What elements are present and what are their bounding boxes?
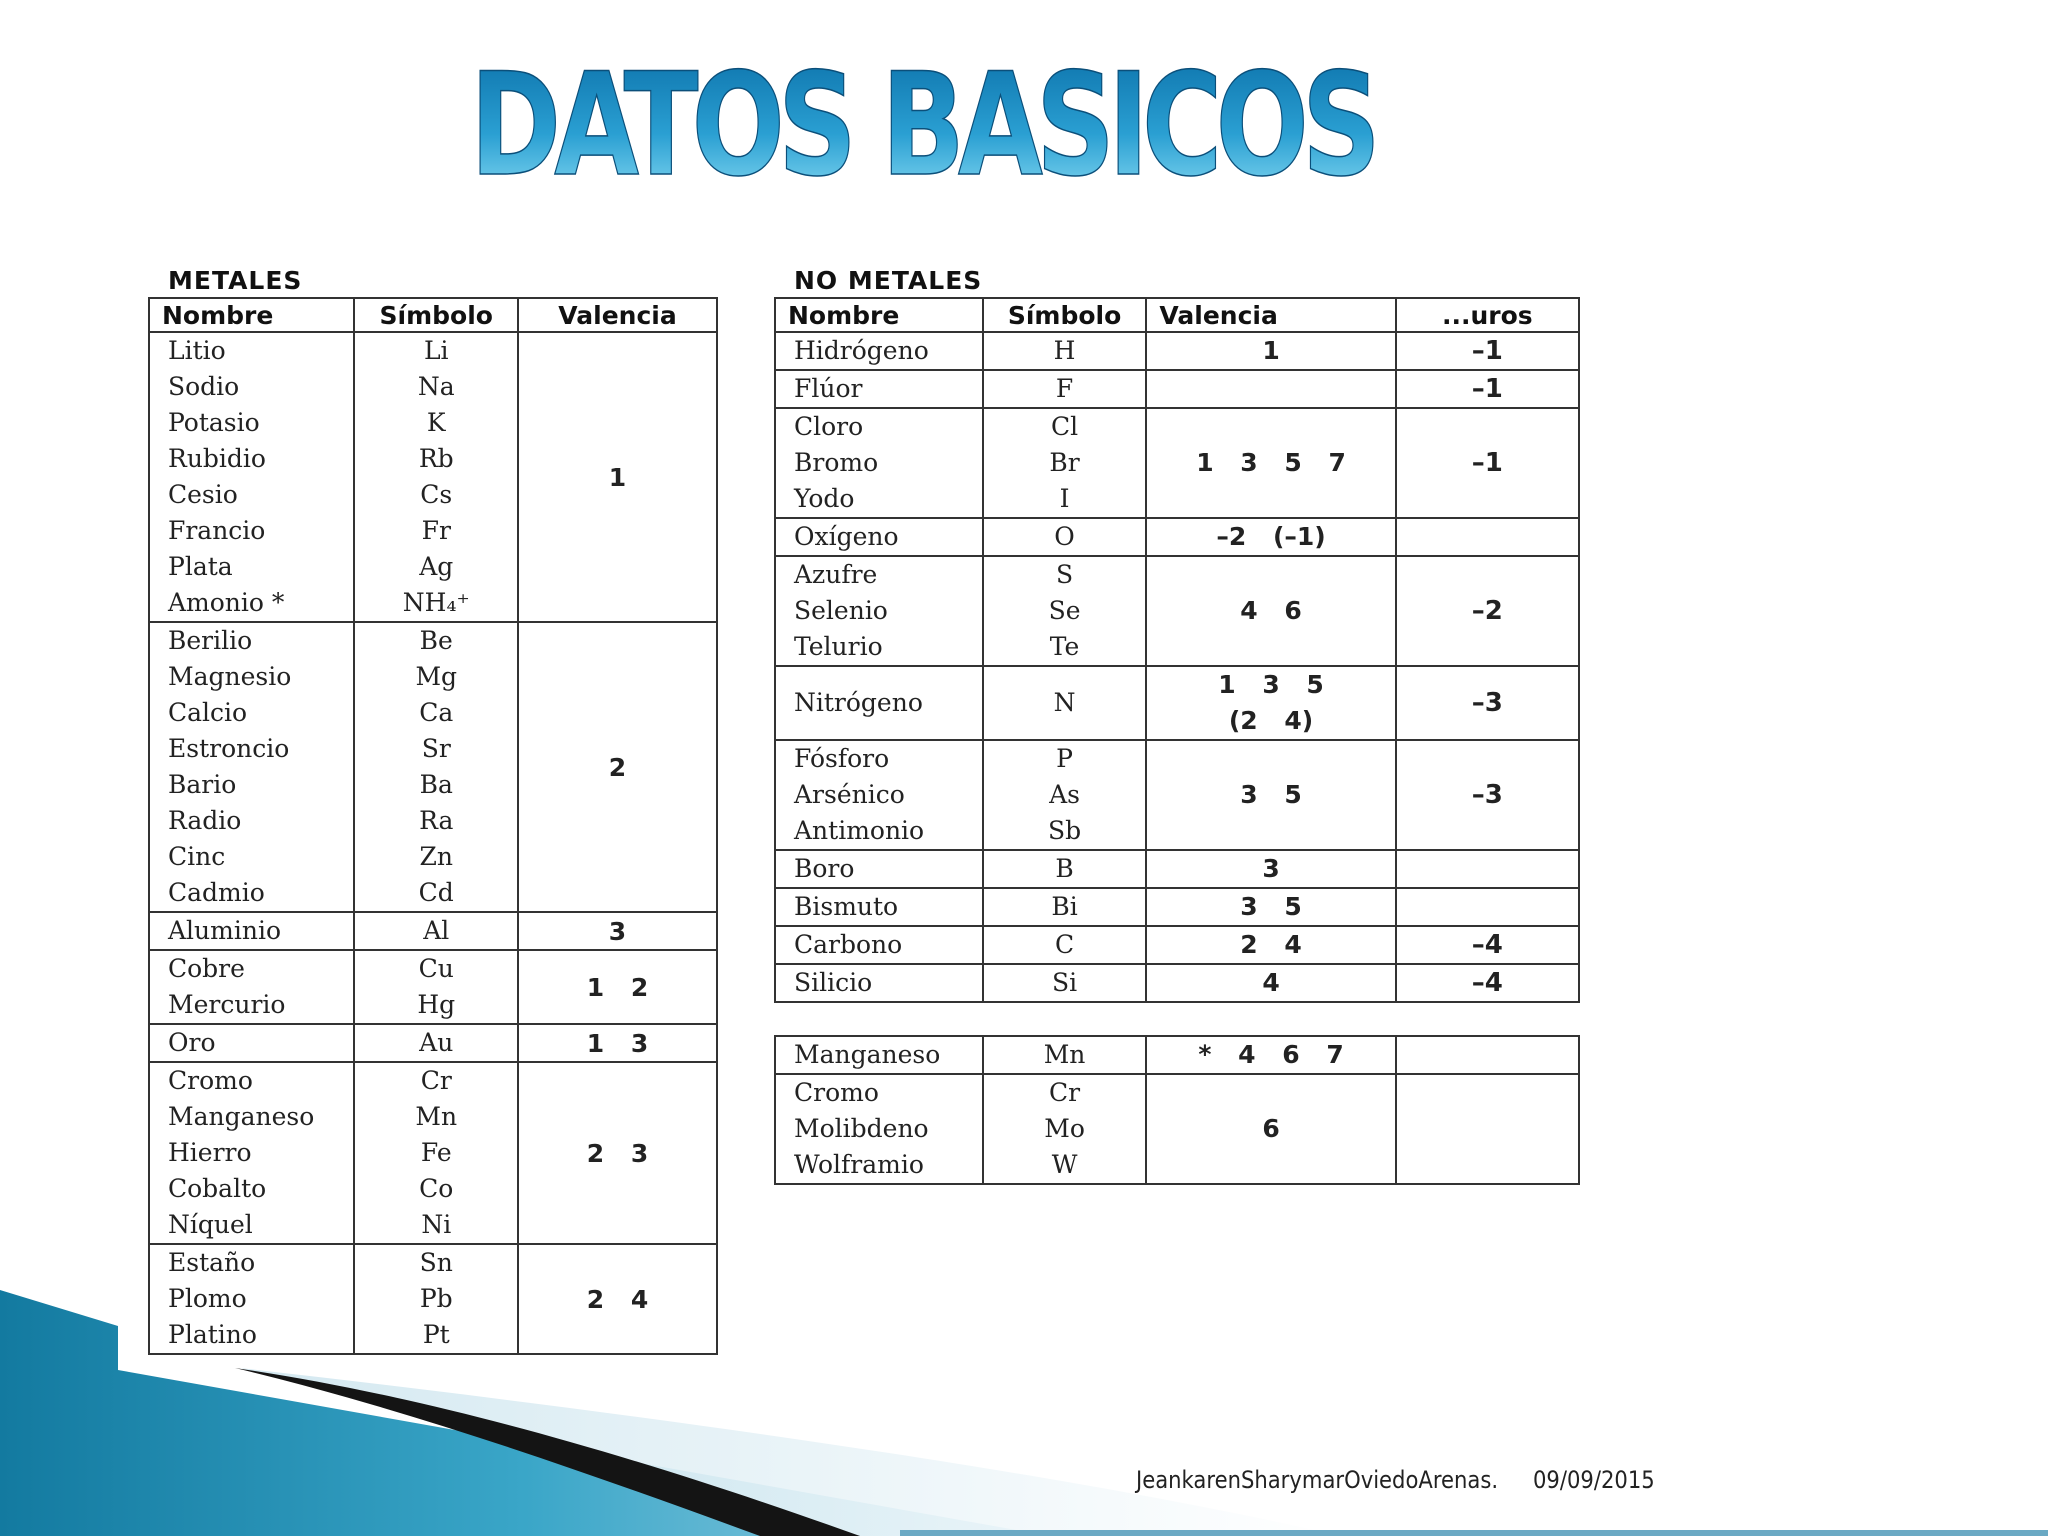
- element-name-line: Flúor: [794, 374, 863, 403]
- valencia-value: [1146, 518, 1395, 556]
- no-metal-group-row: [775, 1036, 1579, 1074]
- footer-author: JeankarenSharymarOviedoArenas.: [1136, 1466, 1499, 1494]
- element-name-line: Níquel: [168, 1210, 253, 1239]
- no-metal-group-row: [775, 850, 1579, 888]
- element-symbol-line: Mo: [1044, 1114, 1085, 1143]
- element-symbol-line: B: [1055, 854, 1074, 883]
- element-name-line: Cinc: [168, 842, 226, 871]
- valencia-value: 1 2: [518, 950, 717, 1024]
- element-name-line: Cloro: [794, 412, 864, 441]
- element-symbol-line: Mn: [415, 1102, 458, 1131]
- valencia-value-line: 1 3 5 7: [1196, 448, 1346, 477]
- no-metal-group-row: [775, 740, 1579, 850]
- element-symbol: [983, 556, 1147, 666]
- metal-group-row: [149, 332, 717, 622]
- uros-value: [1396, 888, 1579, 926]
- valencia-value: [1146, 332, 1395, 370]
- metales-table: [148, 297, 718, 1355]
- uros-value: –4: [1396, 964, 1579, 1002]
- element-symbol-line: O: [1054, 522, 1075, 551]
- element-symbol-line: Li: [423, 336, 449, 365]
- element-name: [775, 1074, 983, 1184]
- valencia-value: [1146, 926, 1395, 964]
- uros-value: –4: [1396, 926, 1579, 964]
- valencia-value-line: 6: [1262, 1114, 1280, 1143]
- element-symbol-line: Sr: [421, 734, 451, 763]
- element-name-line: Bario: [168, 770, 237, 799]
- valencia-value: 3: [518, 912, 717, 950]
- valencia-value: [1146, 408, 1395, 518]
- element-symbol-line: Al: [423, 916, 450, 945]
- valencia-value: [1146, 964, 1395, 1002]
- element-name: [149, 950, 354, 1024]
- header-valencia: Valencia: [1146, 298, 1395, 332]
- element-name-line: Manganeso: [168, 1102, 315, 1131]
- element-name-line: Aluminio: [168, 916, 282, 945]
- valencia-value-line: –2 (–1): [1216, 522, 1326, 551]
- element-name-line: Potasio: [168, 408, 260, 437]
- element-symbol: [983, 888, 1147, 926]
- element-name: [149, 332, 354, 622]
- element-name-line: Telurio: [794, 632, 883, 661]
- no-metal-group-row: [775, 518, 1579, 556]
- element-symbol: [983, 518, 1147, 556]
- element-symbol-line: Ni: [421, 1210, 452, 1239]
- element-name: [775, 1036, 983, 1074]
- element-symbol-line: Fe: [420, 1138, 452, 1167]
- element-symbol-line: Si: [1051, 968, 1078, 997]
- element-name: [149, 1024, 354, 1062]
- element-symbol-line: S: [1055, 560, 1074, 589]
- element-name: [775, 666, 983, 740]
- element-symbol-line: Co: [419, 1174, 454, 1203]
- uros-value: –1: [1396, 332, 1579, 370]
- element-name: [775, 926, 983, 964]
- uros-value: –3: [1396, 666, 1579, 740]
- element-name-line: Platino: [168, 1320, 257, 1349]
- element-symbol: [983, 850, 1147, 888]
- metal-group-row: [149, 622, 717, 912]
- element-name-line: Cobre: [168, 954, 245, 983]
- element-symbol-line: Sb: [1047, 816, 1082, 845]
- element-name-line: Arsénico: [794, 780, 905, 809]
- element-name-line: Oro: [168, 1028, 216, 1057]
- valencia-value-line: 2 4: [1240, 930, 1302, 959]
- no-metal-group-row: [775, 964, 1579, 1002]
- element-name-line: Yodo: [794, 484, 855, 513]
- uros-value: –1: [1396, 408, 1579, 518]
- valencia-value-line: 3: [1262, 854, 1280, 883]
- element-symbol-line: Cs: [420, 480, 453, 509]
- element-name-line: Bromo: [794, 448, 879, 477]
- header-nombre: Nombre: [775, 298, 983, 332]
- no-metales-label: NO METALES: [794, 266, 983, 295]
- element-name-line: Selenio: [794, 596, 888, 625]
- element-symbol: [983, 1036, 1147, 1074]
- element-symbol: [354, 332, 518, 622]
- element-name: [775, 964, 983, 1002]
- valencia-value: [1146, 1036, 1395, 1074]
- element-name-line: Cesio: [168, 480, 238, 509]
- element-name: [149, 1244, 354, 1354]
- no-metales-header-row: [775, 298, 1579, 332]
- header-simbolo: Símbolo: [983, 298, 1147, 332]
- page-title: [470, 43, 1390, 208]
- element-name: [775, 370, 983, 408]
- no-metales-table: [774, 297, 1580, 1185]
- no-metal-group-row: [775, 888, 1579, 926]
- header-valencia: Valencia: [518, 298, 717, 332]
- valencia-value: 2 4: [518, 1244, 717, 1354]
- valencia-value: 1 3: [518, 1024, 717, 1062]
- element-symbol-line: Fr: [421, 516, 451, 545]
- no-metal-group-row: [775, 556, 1579, 666]
- element-symbol-line: Bi: [1051, 892, 1078, 921]
- header-simbolo: Símbolo: [354, 298, 518, 332]
- element-symbol-line: Cr: [1049, 1078, 1081, 1107]
- valencia-value: [1146, 370, 1395, 408]
- element-name-line: Cromo: [794, 1078, 879, 1107]
- metales-label: METALES: [168, 266, 303, 295]
- element-symbol-line: Ra: [419, 806, 454, 835]
- no-metal-group-row: [775, 408, 1579, 518]
- bottom-line: [900, 1530, 2048, 1536]
- metal-group-row: [149, 912, 717, 950]
- no-metal-group-row: [775, 332, 1579, 370]
- element-name-line: Hierro: [168, 1138, 252, 1167]
- element-name-line: Bismuto: [794, 892, 899, 921]
- element-symbol-line: NH₄⁺: [402, 588, 470, 617]
- element-symbol: [983, 370, 1147, 408]
- element-name: [775, 556, 983, 666]
- valencia-value-line: 4: [1262, 968, 1280, 997]
- element-symbol-line: Hg: [417, 990, 456, 1019]
- element-symbol-line: Se: [1048, 596, 1081, 625]
- no-metal-group-row: [775, 1074, 1579, 1184]
- element-symbol-line: F: [1055, 374, 1074, 403]
- element-name-line: Hidrógeno: [794, 336, 929, 365]
- element-name: [775, 850, 983, 888]
- element-name-line: Silicio: [794, 968, 873, 997]
- element-name-line: Estroncio: [168, 734, 290, 763]
- element-symbol-line: Pb: [419, 1284, 453, 1313]
- element-symbol: [354, 622, 518, 912]
- element-name-line: Plomo: [168, 1284, 247, 1313]
- footer-date: 09/09/2015: [1532, 1466, 1655, 1494]
- element-name: [149, 622, 354, 912]
- element-name: [149, 1062, 354, 1244]
- element-symbol-line: Br: [1049, 448, 1080, 477]
- element-name-line: Carbono: [794, 930, 903, 959]
- table-gap: [775, 1002, 1579, 1036]
- element-name: [775, 888, 983, 926]
- element-name-line: Sodio: [168, 372, 240, 401]
- element-name-line: Francio: [168, 516, 266, 545]
- valencia-value: [1146, 888, 1395, 926]
- element-name-line: Rubidio: [168, 444, 266, 473]
- header-nombre: Nombre: [149, 298, 354, 332]
- uros-value: [1396, 850, 1579, 888]
- element-name-line: Litio: [168, 336, 226, 365]
- element-symbol-line: Mg: [415, 662, 458, 691]
- element-symbol-line: Ag: [419, 552, 454, 581]
- element-name-line: Magnesio: [168, 662, 292, 691]
- element-name-line: Fósforo: [794, 744, 890, 773]
- element-symbol-line: N: [1053, 688, 1076, 717]
- element-name-line: Mercurio: [168, 990, 286, 1019]
- valencia-value: [1146, 850, 1395, 888]
- element-name-line: Nitrógeno: [794, 688, 923, 717]
- element-name-line: Antimonio: [794, 816, 925, 845]
- element-symbol-line: K: [426, 408, 446, 437]
- valencia-value: 2 3: [518, 1062, 717, 1244]
- page-title-text: DATOS BASICOS: [470, 43, 1374, 208]
- element-symbol-line: Cr: [420, 1066, 452, 1095]
- element-name: [775, 332, 983, 370]
- valencia-value-line: 1 3 5: [1218, 670, 1324, 699]
- element-name-line: Cadmio: [168, 878, 265, 907]
- element-name: [149, 912, 354, 950]
- element-symbol-line: Au: [419, 1028, 454, 1057]
- uros-value: [1396, 1074, 1579, 1184]
- uros-value: [1396, 518, 1579, 556]
- element-name-line: Azufre: [794, 560, 878, 589]
- element-name-line: Molibdeno: [794, 1114, 929, 1143]
- header-uros: ...uros: [1396, 298, 1579, 332]
- element-symbol-line: P: [1056, 744, 1073, 773]
- element-symbol-line: Rb: [418, 444, 454, 473]
- uros-value: [1396, 1036, 1579, 1074]
- element-symbol-line: C: [1054, 930, 1075, 959]
- element-symbol-line: Te: [1049, 632, 1080, 661]
- uros-value: –3: [1396, 740, 1579, 850]
- element-name-line: Radio: [168, 806, 242, 835]
- valencia-value: 1: [518, 332, 717, 622]
- element-symbol-line: Be: [419, 626, 453, 655]
- element-name-line: Berilio: [168, 626, 253, 655]
- element-symbol: [354, 1024, 518, 1062]
- metal-group-row: [149, 1062, 717, 1244]
- element-symbol-line: Cl: [1050, 412, 1079, 441]
- valencia-value-line: * 4 6 7: [1198, 1040, 1344, 1069]
- element-symbol-line: Mn: [1043, 1040, 1086, 1069]
- element-symbol-line: Sn: [419, 1248, 453, 1277]
- valencia-value-line: 3 5: [1240, 780, 1302, 809]
- element-symbol-line: Cu: [418, 954, 454, 983]
- element-symbol-line: Pt: [422, 1320, 450, 1349]
- element-symbol: [983, 408, 1147, 518]
- element-symbol-line: As: [1049, 780, 1080, 809]
- element-name-line: Plata: [168, 552, 233, 581]
- element-name-line: Boro: [794, 854, 855, 883]
- no-metal-group-row: [775, 666, 1579, 740]
- element-name-line: Calcio: [168, 698, 248, 727]
- element-symbol: [354, 912, 518, 950]
- valencia-value: [1146, 1074, 1395, 1184]
- element-symbol: [983, 666, 1147, 740]
- element-symbol: [983, 964, 1147, 1002]
- element-name-line: Estaño: [168, 1248, 256, 1277]
- element-name-line: Cobalto: [168, 1174, 267, 1203]
- valencia-value-line: (2 4): [1228, 706, 1314, 735]
- element-symbol-line: Ba: [419, 770, 453, 799]
- element-symbol: [983, 740, 1147, 850]
- element-symbol: [354, 950, 518, 1024]
- element-symbol-line: Zn: [419, 842, 453, 871]
- metal-group-row: [149, 1244, 717, 1354]
- uros-value: –1: [1396, 370, 1579, 408]
- element-symbol: [354, 1062, 518, 1244]
- element-symbol: [983, 332, 1147, 370]
- table-gap-cell: [775, 1002, 1579, 1036]
- valencia-value: 2: [518, 622, 717, 912]
- metal-group-row: [149, 950, 717, 1024]
- element-symbol-line: Ca: [419, 698, 454, 727]
- valencia-value-line: 1: [1262, 336, 1280, 365]
- element-symbol: [983, 926, 1147, 964]
- element-name-line: Manganeso: [794, 1040, 941, 1069]
- no-metal-group-row: [775, 370, 1579, 408]
- metal-group-row: [149, 1024, 717, 1062]
- element-name: [775, 408, 983, 518]
- element-symbol-line: I: [1059, 484, 1070, 513]
- valencia-value: [1146, 556, 1395, 666]
- uros-value: –2: [1396, 556, 1579, 666]
- footer: [1136, 1466, 1655, 1494]
- metales-header-row: [149, 298, 717, 332]
- element-symbol-line: Na: [417, 372, 455, 401]
- valencia-value-line: [1159, 371, 1382, 407]
- element-name-line: Amonio *: [168, 588, 285, 617]
- element-symbol-line: W: [1051, 1150, 1078, 1179]
- no-metal-group-row: [775, 926, 1579, 964]
- element-symbol-line: H: [1053, 336, 1076, 365]
- element-name-line: Wolframio: [794, 1150, 924, 1179]
- element-name: [775, 740, 983, 850]
- valencia-value-line: 3 5: [1240, 892, 1302, 921]
- element-name: [775, 518, 983, 556]
- valencia-value-line: 4 6: [1240, 596, 1302, 625]
- valencia-value: [1146, 666, 1395, 740]
- element-name-line: Cromo: [168, 1066, 253, 1095]
- element-name-line: Oxígeno: [794, 522, 899, 551]
- element-symbol-line: Cd: [418, 878, 454, 907]
- element-symbol: [983, 1074, 1147, 1184]
- element-symbol: [354, 1244, 518, 1354]
- valencia-value: [1146, 740, 1395, 850]
